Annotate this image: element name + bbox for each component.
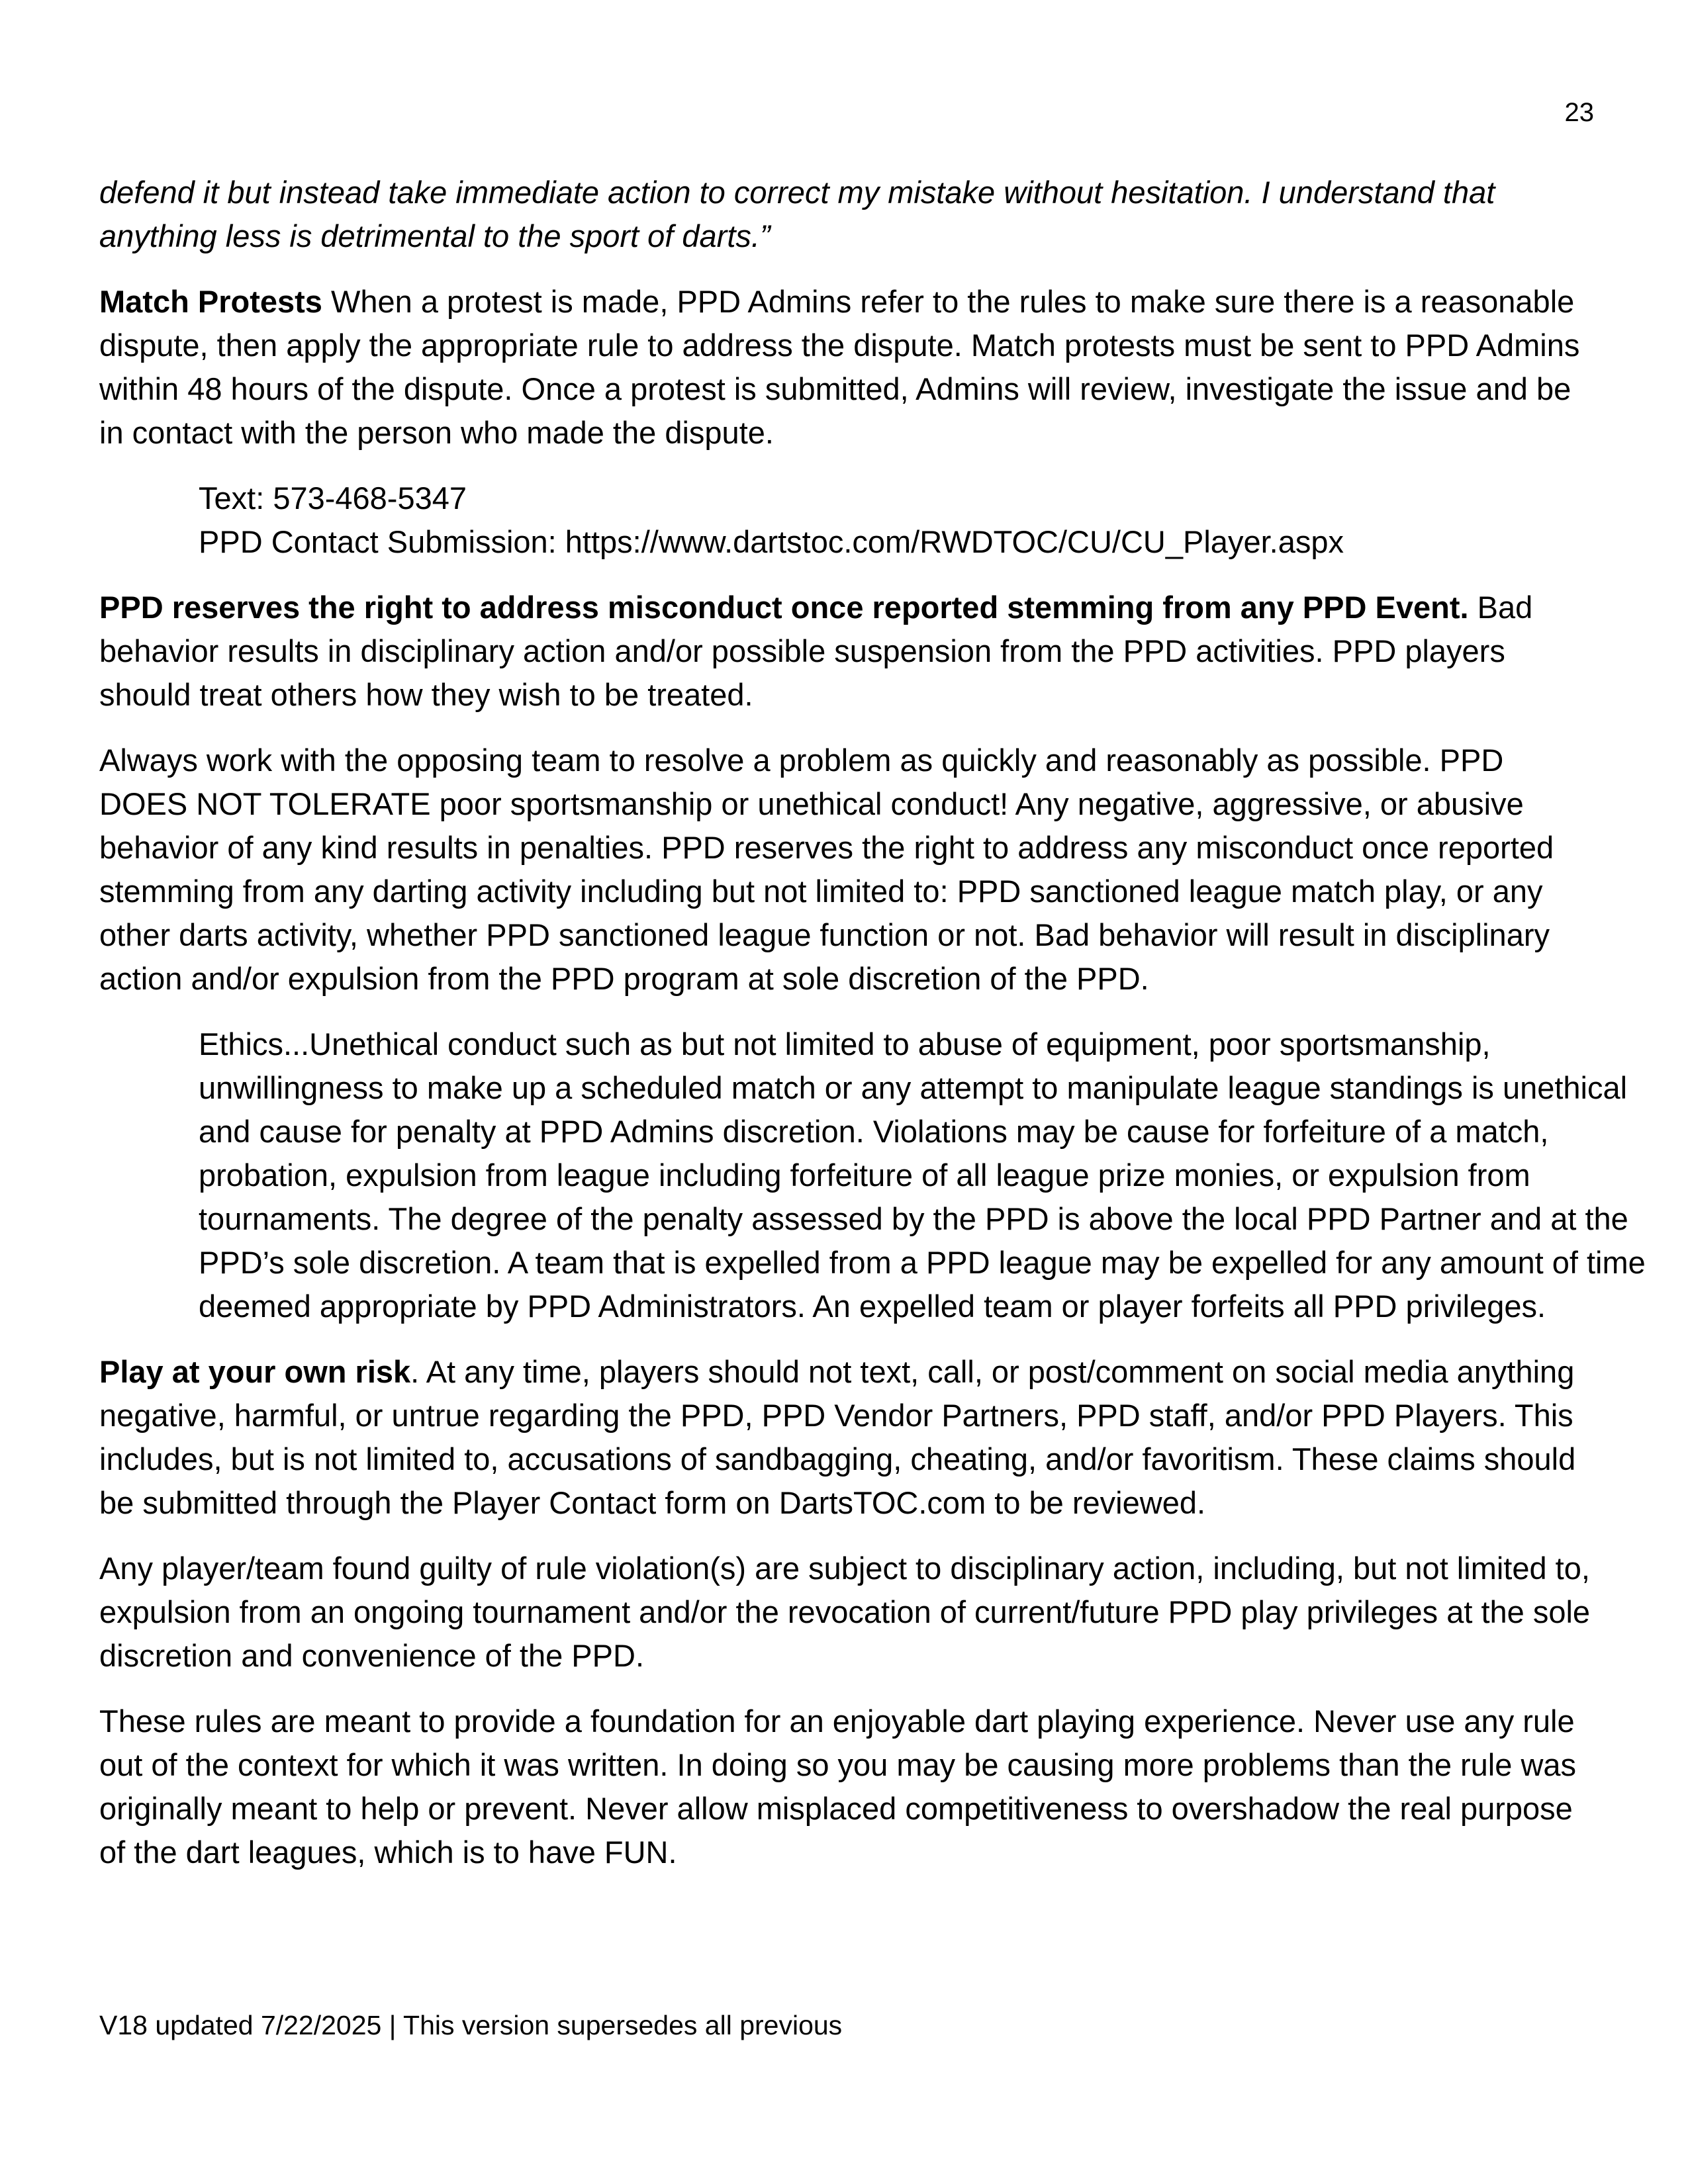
contact-submission-link: PPD Contact Submission: https://www.dartstoc.com/RWDTOC/CU/CU_Player.aspx [199,524,1344,559]
misconduct-text: Bad behavior results in disciplinary action and/or possible suspension from the PPD activities. PPD players should treat others how they wish to be treated. [99,590,1533,712]
play-risk-heading: Play at your own risk [99,1354,411,1389]
match-protests-paragraph [99,280,1595,455]
footer-version: V18 updated 7/22/2025 | This version supersedes all previous [99,2010,843,2040]
play-risk-text: . At any time, players should not text, call, or post/comment on social media anything negative, harmful, or untrue regarding the PPD, PPD Vendor Partners, PPD staff, and/or PPD Players. This includes, but is not limited to, accusations of sandbagging, cheating, and/or favoritism. These claims should be submitted through the Player Contact form on DartsTOC.com to be reviewed. [99,1354,1576,1520]
violations-paragraph: Any player/team found guilty of rule violation(s) are subject to disciplinary action, including, but not limited to, expulsion from an ongoing tournament and/or the revocation of current/future PPD play privileges at the sole discretion and convenience of the PPD. [99,1551,1591,1673]
match-protests-text: When a protest is made, PPD Admins refer to the rules to make sure there is a reasonable dispute, then apply the appropriate rule to address the dispute. Match protests must be sent to PPD Admins within 48 hours of the dispute. Once a protest is submitted, Admins will review, investigate the issue and be in contact with the person who made the dispute. [99,284,1580,450]
ethics-paragraph: Ethics...Unethical conduct such as but not limited to abuse of equipment, poor sportsmanship, unwillingness to make up a scheduled match or any attempt to manipulate league standings is unethical and cause for penalty at PPD Admins discretion. Violations may be cause for forfeiture of a match, probation, expulsion from league including forfeiture of all league prize monies, or expulsion from tournaments. The degree of the penalty assessed by the PPD is above the local PPD Partner and at the PPD’s sole discretion. A team that is expelled from a PPD league may be expelled for any amount of time deemed appropriate by PPD Administrators. An expelled team or player forfeits all PPD privileges. [199,1026,1646,1324]
misconduct-heading: PPD reserves the right to address misconduct once reported stemming from any PPD Event. [99,590,1469,625]
page-body [99,171,1646,1896]
contact-block [199,477,1595,564]
match-protests-heading: Match Protests [99,284,322,319]
contact-text-number: Text: 573-468-5347 [199,480,467,516]
always-work-paragraph: Always work with the opposing team to resolve a problem as quickly and reasonably as possible. PPD DOES NOT TOLERATE poor sportsmanship or unethical conduct! Any negative, aggressive, or abusive behavior of any kind results in penalties. PPD reserves the right to address any misconduct once reported stemming from any darting activity including but not limited to: PPD sanctioned league match play, or any other darts activity, whether PPD sanctioned league function or not. Bad behavior will result in disciplinary action and/or expulsion from the PPD program at sole discretion of the PPD. [99,743,1554,996]
misconduct-paragraph [99,586,1595,717]
closing-paragraph: These rules are meant to provide a foundation for an enjoyable dart playing experience. Never use any rule out of the context for which it was written. In doing so you may be causing more problems than the rule was originally meant to help or prevent. Never allow misplaced competitiveness to overshadow the real purpose of the dart leagues, which is to have FUN. [99,1704,1577,1870]
quote-continuation: defend it but instead take immediate action to correct my mistake without hesitation. I understand that anything less is detrimental to the sport of darts.” [99,175,1495,253]
play-risk-paragraph [99,1350,1595,1525]
page-number: 23 [1564,98,1594,127]
